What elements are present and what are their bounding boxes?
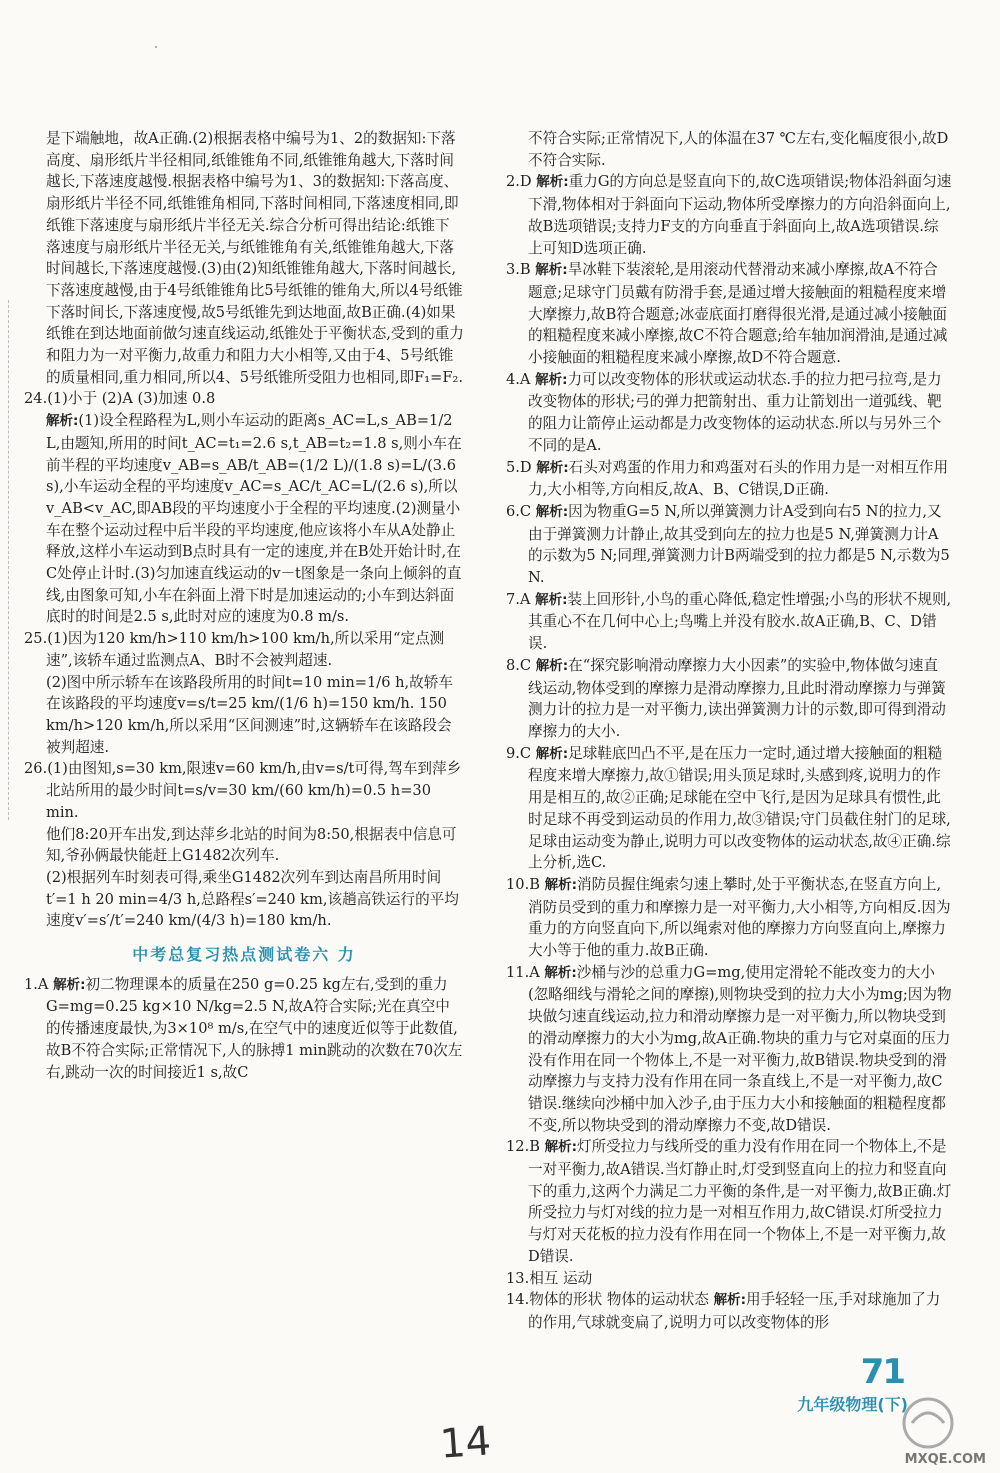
answer-text: 初二物理课本的质量在250 g=0.25 kg左右,受到的重力G=mg=0.25 kg×10 N/kg=2.5 N,故A符合实际;光在真空中的传播速度最快,为3×10⁸ m/s,在空气中的速度近似等于此数值,故B不符合实际;正常情况下,人的脉搏1 min跳动的次数在70次左右,跳动一次的时间接近1 s,故C: [46, 975, 463, 1081]
answer-item: [506, 589, 952, 655]
answer-key: 8.C: [506, 656, 536, 674]
answer-key: 2.D: [506, 173, 537, 191]
footer-subject-tag: 九年级物理(下): [797, 1395, 908, 1414]
answer-text: 装上回形针,小鸟的重心降低,稳定性增强;小鸟的形状不规则,其重心不在几何中心上;鸟嘴上并没有胶水.故A正确,B、C、D错误.: [528, 590, 952, 653]
answer-text: 沙桶与沙的总重力G=mg,使用定滑轮不能改变力的大小(忽略细线与滑轮之间的摩擦),则物块受到的拉力大小为mg;因为物块做匀速直线运动,拉力和滑动摩擦力是一对平衡力,所以物块受到的滑动摩擦力的大小为mg,故A正确.物块的重力与它对桌面的压力没有作用在同一个物体上,不是一对平衡力,故B错误.物块受到的滑动摩擦力与支持力没有作用在同一条直线上,不是一对平衡力,故C错误.继续向沙桶中加入沙子,由于压力大小和接触面的粗糙程度都不变,所以物块受到的滑动摩擦力不变,故D错误.: [528, 963, 952, 1134]
answer-item: [506, 874, 952, 962]
analysis-label: 解析:: [535, 371, 568, 388]
answer-text: 是下端触地，故A正确.(2)根据表格中编号为1、2的数据知:下落高度、扇形纸片半径相同,纸锥锥角不同,纸锥锥角越大,下落时间越长,下落速度越慢.根据表格中编号为1、3的数据知:下落高度、扇形纸片半径不同,纸锥锥角相同,下落时间相同,下落速度相同,即纸锥下落速度与扇形纸片半径无关.综合分析可得出结论:纸锥下落速度与扇形纸片半径无关,与纸锥锥角有关,纸锥锥角越大,下落时间越长,下落速度越慢.(3)由(2)知纸锥锥角越大,下落时间越长,下落速度越慢,由于4号纸锥锥角比5号纸锥的锥角大,所以4号纸锥下落时间长,下落速度慢,故5号纸锥先到达地面,故B正确.(4)如果纸锥在到达地面前做匀速直线运动,纸锥处于平衡状态,受到的重力和阻力为一对平衡力,故重力和阻力大小相等,又由于4、5号纸锥的质量相同,重力相同,所以4、5号纸锥所受阻力也相同,即F₁=F₂.: [46, 130, 464, 386]
answer-paragraph: [24, 867, 464, 932]
handwritten-page-number: 14: [438, 1418, 493, 1468]
answer-key: 3.B: [506, 261, 536, 279]
answer-item: [24, 628, 464, 671]
answer-text: 用手轻轻一压,手对球施加了力的作用,气球就变扁了,说明力可以改变物体的形: [528, 1291, 941, 1331]
analysis-label: 解析:: [535, 745, 569, 762]
analysis-label: 解析:: [535, 262, 568, 279]
left-column: [24, 128, 464, 1083]
answer-key: 6.C: [506, 502, 536, 520]
answer-text: 消防员握住绳索匀速上攀时,处于平衡状态,在竖直方向上,消防员受到的重力和摩擦力是一对平衡力,大小相等,方向相反.因为重力的方向竖直向下,所以绳索对他的摩擦力方向竖直向上,摩擦力大小等于他的重力.故B正确.: [528, 875, 951, 960]
answer-key: 14.物体的形状 物体的运动状态: [506, 1291, 714, 1309]
analysis-label: 解析:: [53, 976, 86, 993]
page-big-number: 71: [860, 1352, 904, 1392]
answer-paragraph: [24, 824, 464, 867]
answer-text: 灯所受拉力与线所受的重力没有作用在同一个物体上,不是一对平衡力,故A错误.当灯静止时,灯受到竖直向上的拉力和竖直向下的重力,这两个力满足二力平衡的条件,是一对平衡力,故B正确.灯所受拉力与灯对线的拉力是一对相互作用力,故C错误.灯所受拉力与灯对天花板的拉力没有作用在同一个物体上,不是一对平衡力,故D错误.: [528, 1138, 952, 1265]
analysis-label: 解析:: [544, 1139, 577, 1156]
answer-item: [506, 171, 952, 259]
answer-key: 11.A: [506, 963, 545, 981]
answer-item: [506, 1136, 952, 1267]
answer-item: [506, 457, 952, 501]
answer-paragraph: [24, 410, 464, 628]
answer-key: 12.B: [506, 1138, 545, 1156]
analysis-label: 解析:: [46, 413, 79, 430]
answer-text: (2)图中所示轿车在该路段所用的时间t=10 min=1/6 h,故轿车在该路段的平均速度v=s/t=25 km/(1/6 h)=150 km/h. 150 km/h>120 km/h,所以采用“区间测速”时,这辆轿车在该路段会被判超速.: [46, 673, 453, 756]
answer-text: 足球鞋底凹凸不平,是在压力一定时,通过增大接触面的粗糙程度来增大摩擦力,故①错误;用头顶足球时,头感到疼,说明力的作用是相互的,故②正确;足球能在空中飞行,是因为足球具有惯性,此时足球不再受到运动员的作用力,故③错误;守门员截住射门的足球,足球由运动变为静止,说明力可以改变物体的运动状态,故④正确.综上分析,选C.: [528, 744, 951, 872]
analysis-label: 解析:: [536, 459, 569, 476]
answer-item: [24, 388, 464, 410]
answer-key: 5.D: [506, 458, 537, 476]
watermark-text: MXQE.COM: [904, 1452, 986, 1467]
answer-key: 10.B: [506, 875, 545, 893]
analysis-label: 解析:: [535, 657, 569, 674]
answer-item: [506, 743, 952, 874]
answer-text: 旱冰鞋下装滚轮,是用滚动代替滑动来减小摩擦,故A不符合题意;足球守门员戴有防滑手套,是通过增大接触面的粗糙程度来增大摩擦力,故B符合题意;冰壶底面打磨得很光滑,是通过减小接触面的粗糙程度来减小摩擦,故C不符合题意;给车轴加润滑油,是通过减小接触面的粗糙程度来减小摩擦,故D不符合题意.: [528, 261, 948, 367]
answer-item: [24, 758, 464, 823]
answer-text: 因为物重G=5 N,所以弹簧测力计A受到向右5 N的拉力,又由于弹簧测力计静止,故其受到向左的拉力也是5 N,弹簧测力计A的示数为5 N;同理,弹簧测力计B两端受到的拉力都是5 N,示数为5 N.: [528, 502, 955, 587]
analysis-label: 解析:: [535, 503, 569, 520]
analysis-label: 解析:: [713, 1292, 747, 1309]
answer-key: 7.A: [506, 590, 536, 608]
answer-text: (1)设全程路程为L,则小车运动的距离s_AC=L,s_AB=1/2 L,由题知,所用的时间t_AC=t₁=2.6 s,t_AB=t₂=1.8 s,则小车在前半程的平均速度v_AB=s_AB/t_AB=(1/2 L)/(1.8 s)=L/(3.6 s),小车运动全程的平均速度v_AC=s_AC/t_AC=L/(2.6 s),所以v_AB<v_AC,即AB段的平均速度小于全程的平均速度.(2)测量小车在整个运动过程中后半段的平均速度,他应该将小车从A处静止释放,这样小车运动到B点时具有一定的速度,并在B处开始计时,在C处停止计时.(3)匀加速直线运动的v－t图象是一条向上倾斜的直线,由图象可知,小车在斜面上滑下时是加速运动的;小车到达斜面底时的时间是2.5 s,此时对应的速度为0.8 m/s.: [46, 412, 462, 626]
answer-item: [506, 962, 952, 1137]
answer-text: 力可以改变物体的形状或运动状态.手的拉力把弓拉弯,是力改变物体的形状;弓的弹力把箭射出、重力让箭划出一道弧线、靶的阻力让箭停止运动都是力改变物体的运动状态.所以与另外三个不同的是A.: [528, 370, 942, 454]
answer-text: 13.相互 运动: [506, 1269, 593, 1287]
binding-dashed-line: [8, 300, 9, 820]
answer-paragraph: [506, 128, 952, 171]
answer-paragraph: [24, 672, 464, 759]
answer-key: 4.A: [506, 370, 536, 388]
answer-item: [506, 1268, 952, 1290]
answer-text: 重力G的方向总是竖直向下的,故C选项错误;物体沿斜面匀速下滑,物体相对于斜面向下运动,物体所受摩擦力的方向沿斜面向上,故B选项错误;支持力F支的方向垂直于斜面向上,故A选项错误.综上可知D选项正确.: [528, 173, 952, 257]
answer-item: [506, 369, 952, 457]
answer-text: 石头对鸡蛋的作用力和鸡蛋对石头的作用力是一对相互作用力,大小相等,方向相反,故A、B、C错误,D正确.: [528, 458, 949, 499]
answer-text: (2)根据列车时刻表可得,乘坐G1482次列车到达南昌所用时间t′=1 h 20 min=4/3 h,总路程s′=240 km,该趟高铁运行的平均速度v′=s′/t′=240 km/(4/3 h)=180 km/h.: [46, 868, 459, 930]
answer-item: [506, 655, 952, 743]
answer-item: [506, 501, 955, 589]
answer-text: 他们8:20开车出发,到达萍乡北站的时间为8:50,根据表中信息可知,爷孙俩最快能赶上G1482次列车.: [46, 825, 457, 865]
answer-text: 25.(1)因为120 km/h>110 km/h>100 km/h,所以采用“定点测速”,该轿车通过监测点A、B时不会被判超速.: [24, 630, 445, 669]
answer-paragraph: [24, 128, 464, 388]
answer-text: 不符合实际;正常情况下,人的体温在37 ℃左右,变化幅度很小,故D不符合实际.: [528, 130, 949, 169]
right-column: [506, 128, 955, 1334]
analysis-label: 解析:: [536, 174, 569, 191]
answer-item: [506, 1289, 952, 1333]
answer-item: [506, 259, 952, 369]
answer-text: 在“探究影响滑动摩擦力大小因素”的实验中,物体做匀速直线运动,物体受到的摩擦力是滑动摩擦力,且此时滑动摩擦力与弹簧测力计的拉力是一对平衡力,读出弹簧测力计的示数,即可得到滑动摩擦力的大小.: [528, 656, 946, 740]
section-title: 中考总复习热点测试卷六 力: [132, 945, 356, 965]
answer-text: 26.(1)由图知,s=30 km,限速v=60 km/h,由v=s/t可得,驾车到萍乡北站所用的最少时间t=s/v=30 km/(60 km/h)=0.5 h=30 min.: [24, 760, 462, 821]
analysis-label: 解析:: [544, 876, 577, 893]
scan-dot: [155, 46, 157, 48]
answer-text: 24.(1)小于 (2)A (3)加速 0.8: [24, 390, 216, 408]
analysis-label: 解析:: [535, 591, 568, 608]
analysis-label: 解析:: [544, 964, 577, 981]
answer-key: 1.A: [24, 975, 54, 993]
answer-item: [24, 974, 464, 1084]
answer-key: 9.C: [506, 744, 536, 762]
